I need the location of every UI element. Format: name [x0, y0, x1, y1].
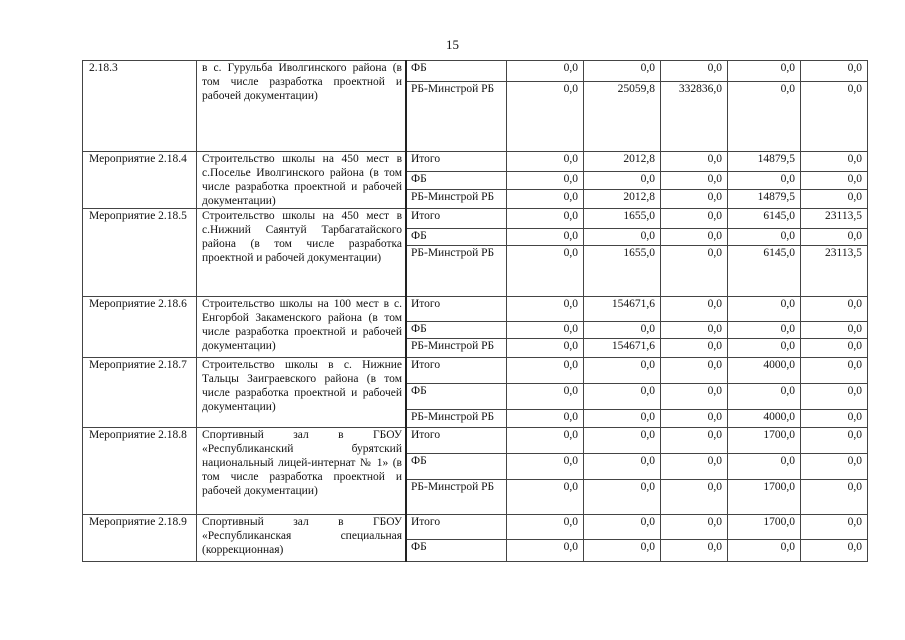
- amount-cell: 0,0: [661, 189, 728, 208]
- amount-cell: 0,0: [661, 297, 728, 322]
- table-row: [83, 209, 868, 229]
- funding-source: Итого: [406, 297, 507, 322]
- page-number: 15: [446, 37, 459, 52]
- amount-cell: 154671,6: [584, 339, 661, 358]
- funding-source: ФБ: [406, 229, 507, 246]
- amount-cell: 0,0: [661, 540, 728, 562]
- amount-cell: 0,0: [801, 480, 868, 515]
- funding-source: РБ-Минстрой РБ: [406, 189, 507, 208]
- amount-cell: 0,0: [728, 61, 801, 82]
- measure-name: Строительство школы на 450 мест в с.Нижний Саянтуй Тарбагатайского района (в том числе разработка проектной и рабочей документации): [197, 209, 407, 297]
- amount-cell: 0,0: [507, 428, 584, 454]
- amount-cell: 0,0: [507, 82, 584, 152]
- amount-cell: 0,0: [584, 454, 661, 480]
- amount-cell: 0,0: [661, 384, 728, 410]
- amount-cell: 0,0: [801, 384, 868, 410]
- amount-cell: 0,0: [507, 540, 584, 562]
- funding-source: РБ-Минстрой РБ: [406, 339, 507, 358]
- measure-code: Мероприятие 2.18.6: [83, 297, 197, 358]
- amount-cell: 0,0: [507, 322, 584, 339]
- amount-cell: 0,0: [507, 384, 584, 410]
- funding-source: Итого: [406, 209, 507, 229]
- funding-source: РБ-Минстрой РБ: [406, 480, 507, 515]
- amount-cell: 0,0: [661, 480, 728, 515]
- amount-cell: 0,0: [584, 540, 661, 562]
- amount-cell: 0,0: [507, 339, 584, 358]
- amount-cell: 0,0: [801, 339, 868, 358]
- funding-source: РБ-Минстрой РБ: [406, 246, 507, 297]
- funding-source: ФБ: [406, 454, 507, 480]
- amount-cell: 23113,5: [801, 209, 868, 229]
- measure-name: Строительство школы в с. Нижние Тальцы Заиграевского района (в том числе разработка проектной и рабочей документации): [197, 358, 407, 428]
- amount-cell: 0,0: [661, 61, 728, 82]
- amount-cell: 4000,0: [728, 410, 801, 428]
- amount-cell: 1700,0: [728, 515, 801, 540]
- funding-source: Итого: [406, 515, 507, 540]
- amount-cell: 0,0: [661, 358, 728, 384]
- amount-cell: 6145,0: [728, 246, 801, 297]
- amount-cell: 14879,5: [728, 189, 801, 208]
- measure-code: 2.18.3: [83, 61, 197, 152]
- amount-cell: 0,0: [661, 246, 728, 297]
- amount-cell: 0,0: [507, 454, 584, 480]
- amount-cell: 332836,0: [661, 82, 728, 152]
- amount-cell: 0,0: [728, 339, 801, 358]
- funding-source: ФБ: [406, 384, 507, 410]
- amount-cell: 0,0: [801, 515, 868, 540]
- amount-cell: 0,0: [801, 172, 868, 190]
- funding-source: Итого: [406, 152, 507, 172]
- amount-cell: 0,0: [728, 229, 801, 246]
- amount-cell: 0,0: [507, 480, 584, 515]
- amount-cell: 0,0: [507, 152, 584, 172]
- amount-cell: 0,0: [507, 189, 584, 208]
- amount-cell: 0,0: [584, 384, 661, 410]
- amount-cell: 0,0: [801, 229, 868, 246]
- amount-cell: 0,0: [584, 480, 661, 515]
- amount-cell: 1655,0: [584, 246, 661, 297]
- amount-cell: 0,0: [801, 322, 868, 339]
- table-row: [83, 515, 868, 540]
- budget-table-body: [83, 61, 868, 562]
- amount-cell: 0,0: [584, 229, 661, 246]
- amount-cell: 0,0: [507, 229, 584, 246]
- amount-cell: 0,0: [728, 384, 801, 410]
- funding-source: ФБ: [406, 322, 507, 339]
- funding-source: ФБ: [406, 61, 507, 82]
- amount-cell: 0,0: [507, 297, 584, 322]
- amount-cell: 0,0: [661, 454, 728, 480]
- measure-name: Строительство школы на 100 мест в с. Енгорбой Закаменского района (в том числе разработка проектной и рабочей документации): [197, 297, 407, 358]
- amount-cell: 0,0: [584, 61, 661, 82]
- amount-cell: 0,0: [801, 297, 868, 322]
- amount-cell: 0,0: [661, 209, 728, 229]
- amount-cell: 0,0: [661, 172, 728, 190]
- measure-name: Спортивный зал в ГБОУ «Республиканская специальная (коррекционная): [197, 515, 407, 562]
- amount-cell: 0,0: [801, 189, 868, 208]
- amount-cell: 0,0: [507, 410, 584, 428]
- measure-name: в с. Гурульба Иволгинского района (в том числе разработка проектной и рабочей документации): [197, 61, 407, 152]
- amount-cell: 14879,5: [728, 152, 801, 172]
- amount-cell: 4000,0: [728, 358, 801, 384]
- funding-source: Итого: [406, 428, 507, 454]
- amount-cell: 0,0: [661, 515, 728, 540]
- measure-name: Строительство школы на 450 мест в с.Поселье Иволгинского района (в том числе разработка проектной и рабочей документации): [197, 152, 407, 209]
- table-row: [83, 358, 868, 384]
- amount-cell: 0,0: [507, 358, 584, 384]
- measure-code: Мероприятие 2.18.9: [83, 515, 197, 562]
- table-row: [83, 297, 868, 322]
- amount-cell: 0,0: [728, 322, 801, 339]
- amount-cell: 0,0: [728, 297, 801, 322]
- amount-cell: 0,0: [801, 540, 868, 562]
- amount-cell: 1700,0: [728, 480, 801, 515]
- funding-source: РБ-Минстрой РБ: [406, 410, 507, 428]
- amount-cell: 0,0: [801, 358, 868, 384]
- amount-cell: 0,0: [661, 229, 728, 246]
- amount-cell: 0,0: [661, 428, 728, 454]
- funding-source: Итого: [406, 358, 507, 384]
- amount-cell: 0,0: [801, 454, 868, 480]
- amount-cell: 0,0: [584, 515, 661, 540]
- amount-cell: 0,0: [507, 209, 584, 229]
- budget-table: [82, 60, 868, 562]
- table-row: [83, 61, 868, 82]
- amount-cell: 0,0: [801, 428, 868, 454]
- amount-cell: 0,0: [661, 322, 728, 339]
- amount-cell: 23113,5: [801, 246, 868, 297]
- amount-cell: 0,0: [584, 172, 661, 190]
- amount-cell: 0,0: [584, 358, 661, 384]
- measure-code: Мероприятие 2.18.5: [83, 209, 197, 297]
- amount-cell: 0,0: [661, 152, 728, 172]
- amount-cell: 154671,6: [584, 297, 661, 322]
- amount-cell: 2012,8: [584, 189, 661, 208]
- funding-source: ФБ: [406, 172, 507, 190]
- table-row: [83, 428, 868, 454]
- measure-code: Мероприятие 2.18.7: [83, 358, 197, 428]
- measure-code: Мероприятие 2.18.8: [83, 428, 197, 515]
- amount-cell: 0,0: [661, 410, 728, 428]
- table-row: [83, 152, 868, 172]
- measure-name: Спортивный зал в ГБОУ «Республиканский бурятский национальный лицей-интернат № 1» (в том числе разработка проектной и рабочей документации): [197, 428, 407, 515]
- amount-cell: 0,0: [801, 410, 868, 428]
- amount-cell: 0,0: [801, 61, 868, 82]
- amount-cell: 1700,0: [728, 428, 801, 454]
- measure-code: Мероприятие 2.18.4: [83, 152, 197, 209]
- amount-cell: 0,0: [507, 172, 584, 190]
- amount-cell: 0,0: [728, 82, 801, 152]
- amount-cell: 6145,0: [728, 209, 801, 229]
- amount-cell: 0,0: [507, 246, 584, 297]
- amount-cell: 0,0: [584, 410, 661, 428]
- amount-cell: 0,0: [801, 152, 868, 172]
- amount-cell: 0,0: [728, 540, 801, 562]
- amount-cell: 0,0: [661, 339, 728, 358]
- amount-cell: 25059,8: [584, 82, 661, 152]
- funding-source: РБ-Минстрой РБ: [406, 82, 507, 152]
- amount-cell: 0,0: [801, 82, 868, 152]
- amount-cell: 1655,0: [584, 209, 661, 229]
- amount-cell: 0,0: [584, 428, 661, 454]
- amount-cell: 0,0: [507, 61, 584, 82]
- amount-cell: 2012,8: [584, 152, 661, 172]
- amount-cell: 0,0: [507, 515, 584, 540]
- amount-cell: 0,0: [584, 322, 661, 339]
- amount-cell: 0,0: [728, 172, 801, 190]
- funding-source: ФБ: [406, 540, 507, 562]
- amount-cell: 0,0: [728, 454, 801, 480]
